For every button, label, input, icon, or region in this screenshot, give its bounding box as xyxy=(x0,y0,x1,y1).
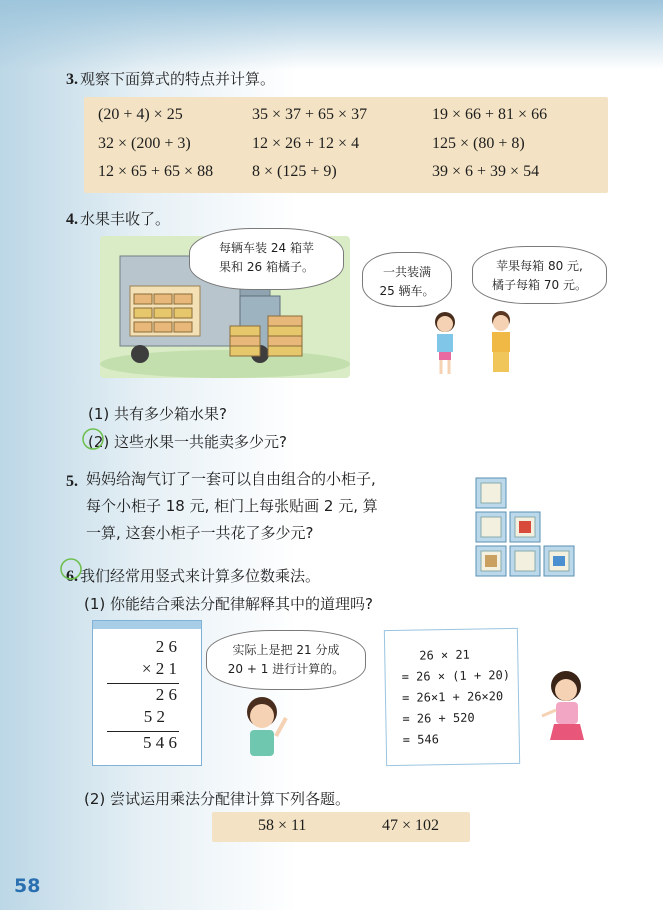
problem-5-line: 每个小柜子 18 元, 柜门上每张贴画 2 元, 算 xyxy=(86,497,378,515)
working-note-card xyxy=(384,628,520,766)
speech-bubble-boy-6 xyxy=(206,630,366,690)
page-header-band xyxy=(0,0,663,70)
problem-3-expression-box xyxy=(84,97,608,193)
expression: 8 × (125 + 9) xyxy=(252,163,337,180)
children-illustration xyxy=(425,308,545,380)
problem-5-text xyxy=(86,466,466,547)
card-spiral-band xyxy=(93,621,201,629)
note-line: = 26×1 + 26×20 xyxy=(401,689,504,705)
problem-5-number: 5. xyxy=(66,473,78,490)
vertical-line: 5 4 6 xyxy=(143,733,177,752)
bubble-line: 20 + 1 进行计算的。 xyxy=(227,662,345,676)
speech-bubble-truck xyxy=(189,228,344,290)
note-line: = 26 + 520 xyxy=(402,710,475,726)
problem-3-title: 3. 观察下面算式的特点并计算。 xyxy=(66,70,276,88)
bubble-line: 实际上是把 21 分成 xyxy=(232,643,340,657)
vertical-line: 2 6 xyxy=(155,637,177,656)
problem-6-title: 6. 我们经常用竖式来计算多位数乘法。 xyxy=(66,567,321,585)
vertical-line: 2 6 xyxy=(155,685,177,704)
expression: 125 × (80 + 8) xyxy=(432,135,525,152)
cabinet-illustration xyxy=(472,474,580,580)
boy-illustration xyxy=(236,692,296,766)
problem-6-question-2: (2) 尝试运用乘法分配律计算下列各题。 xyxy=(84,790,351,808)
expression: 35 × 37 + 65 × 37 xyxy=(252,106,368,123)
speech-bubble-girl xyxy=(362,252,452,307)
bubble-line: 苹果每箱 80 元, xyxy=(496,259,583,273)
bubble-line: 果和 26 箱橘子。 xyxy=(219,260,314,274)
exercise-box xyxy=(212,812,470,842)
note-line: = 546 xyxy=(402,732,439,747)
expression: 12 × 26 + 12 × 4 xyxy=(252,135,360,152)
speech-bubble-boy xyxy=(472,246,607,304)
thinking-mark-icon xyxy=(58,556,84,582)
problem-4-question-1: (1) 共有多少箱水果? xyxy=(88,405,227,423)
expression: (20 + 4) × 25 xyxy=(98,106,183,123)
problem-5-line: 一算, 这套小柜子一共花了多少元? xyxy=(86,524,314,542)
problem-4-question-2: (2) 这些水果一共能卖多少元? xyxy=(88,433,287,451)
vertical-multiplication-card xyxy=(92,620,202,766)
exercise-expression: 58 × 11 xyxy=(258,817,307,834)
problem-4-title: 4. 水果丰收了。 xyxy=(66,210,171,228)
bubble-line: 每辆车装 24 箱苹 xyxy=(219,241,314,255)
expression: 32 × (200 + 3) xyxy=(98,135,191,152)
bubble-line: 25 辆车。 xyxy=(379,284,435,298)
exercise-expression: 47 × 102 xyxy=(382,817,440,834)
problem-5-line: 妈妈给淘气订了一套可以自由组合的小柜子, xyxy=(86,470,376,488)
girl-illustration xyxy=(538,668,594,750)
bubble-line: 一共装满 xyxy=(382,265,431,279)
vertical-line: × 2 1 xyxy=(141,659,177,678)
problem-6-question-1: (1) 你能结合乘法分配律解释其中的道理吗? xyxy=(84,595,373,613)
vertical-line: 5 2 xyxy=(143,707,165,726)
rule-line xyxy=(107,683,179,684)
expression: 39 × 6 + 39 × 54 xyxy=(432,163,540,180)
note-line: = 26 × (1 + 20) xyxy=(401,667,511,684)
bubble-line: 橘子每箱 70 元。 xyxy=(492,278,587,292)
thinking-mark-icon xyxy=(80,426,106,452)
note-line: 26 × 21 xyxy=(419,647,470,663)
expression: 12 × 65 + 65 × 88 xyxy=(98,163,214,180)
page-number: 58 xyxy=(14,875,41,897)
expression: 19 × 66 + 81 × 66 xyxy=(432,106,548,123)
rule-line xyxy=(107,731,179,732)
